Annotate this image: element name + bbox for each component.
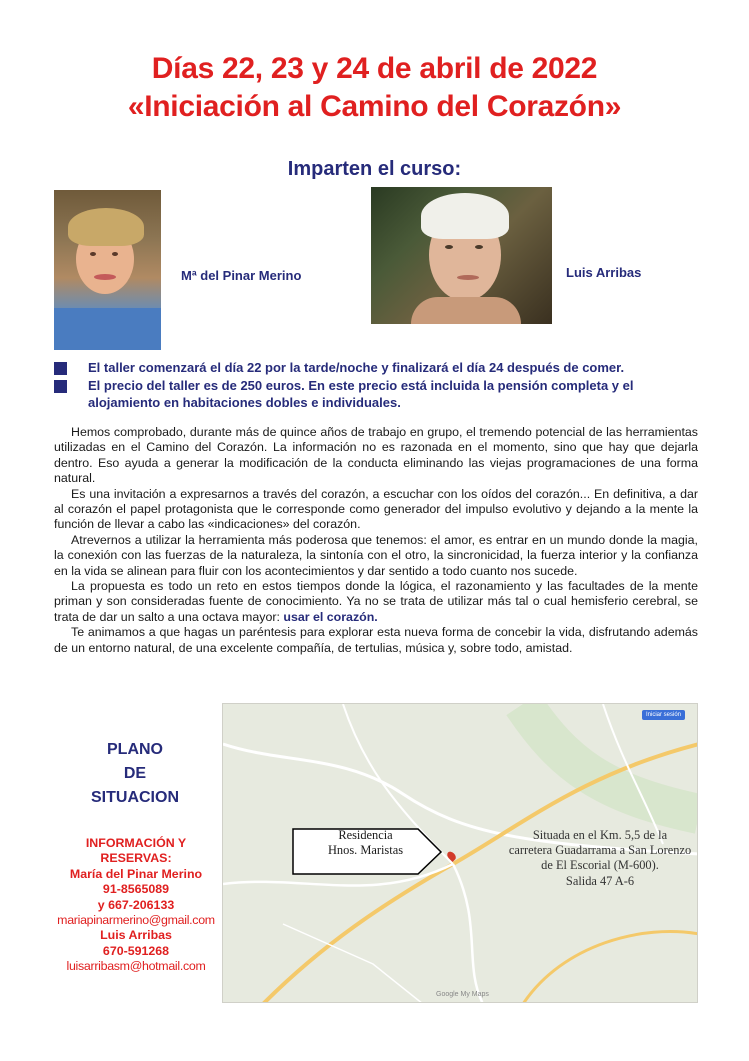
bullet-text-schedule: El taller comenzará el día 22 por la tarde/noche y finalizará el día 24 después de comer.: [88, 360, 625, 375]
contact-phone: 91-8565089: [102, 882, 170, 897]
key-info-list: [54, 359, 704, 412]
residence-label: [303, 828, 428, 858]
map-heading: [60, 738, 210, 810]
location-map[interactable]: [222, 703, 698, 1003]
contact-phone: 670-591268: [102, 943, 170, 958]
list-item: [54, 377, 704, 412]
paragraph: Atrevernos a utilizar la herramienta más poderosa que tenemos: el amor, es entrar en un mundo donde la magia, la conexión con las fuerzas de la naturaleza, la sintonía con el otro, la sincronicidad, la fuerza interior y la confianza en la vida se alinean para fluir con los acontecimientos y dar sentido a todo cuanto nos sucede.: [54, 532, 698, 578]
list-item: [54, 359, 704, 377]
location-line: de El Escorial (M-600).: [541, 858, 659, 873]
residence-label-line: Residencia: [338, 828, 393, 842]
highlight-text: usar el corazón.: [283, 609, 378, 624]
residence-label-line: Hnos. Maristas: [327, 843, 404, 857]
contact-email[interactable]: mariapinarmerino@gmail.com: [57, 913, 215, 928]
contact-heading: RESERVAS:: [100, 851, 172, 866]
map-login-button[interactable]: Iniciar sesión: [642, 710, 685, 720]
location-line: Situada en el Km. 5,5 de la: [532, 828, 668, 842]
bullet-square-icon: [54, 380, 67, 393]
paragraph: Te animamos a que hagas un paréntesis para explorar esta nueva forma de concebir la vida, disfrutando además de un entorno natural, de una excelente compañía, de tertulias, música y, sobre todo, amistad.: [54, 625, 698, 655]
contact-name: María del Pinar Merino: [69, 866, 203, 881]
instructor-photo-luis: [371, 187, 552, 324]
contact-email[interactable]: luisarribasm@hotmail.com: [66, 959, 206, 974]
instructor-name-pinar: Mª del Pinar Merino: [181, 268, 302, 283]
map-heading-line: SITUACION: [91, 789, 179, 806]
map-heading-line: PLANO: [107, 741, 163, 758]
course-description: [54, 425, 698, 656]
contact-phone: y 667-206133: [97, 897, 175, 912]
map-heading-line: DE: [123, 765, 147, 782]
paragraph: Es una invitación a expresarnos a través del corazón, a escuchar con los oídos del corazón... En definitiva, a dar al corazón el papel protagonista que le corresponde como generador del impulso evolutivo y dejando a la mente la función de llevar a cabo las «indicaciones» del corazón.: [54, 486, 698, 532]
instructors-heading: Imparten el curso:: [287, 158, 462, 180]
instructor-photo-pinar: [54, 190, 161, 350]
map-attribution: Google My Maps: [436, 991, 489, 998]
title-dates: Días 22, 23 y 24 de abril de 2022: [151, 52, 598, 85]
paragraph: Hemos comprobado, durante más de quince años de trabajo en grupo, el tremendo potencial de las herramientas utilizadas en el Camino del Corazón. La información no es razonada en el momento, sino que hay que dejarla dentro. Eso ayuda a generar la modificación de la conducta eliminando las viejas programaciones de una forma natural.: [54, 425, 698, 486]
bullet-square-icon: [54, 362, 67, 375]
contact-name: Luis Arribas: [100, 928, 172, 943]
paragraph: [54, 579, 698, 625]
bullet-text-price: El precio del taller es de 250 euros. En este precio está incluida la pensión completa y el alojamiento en habitaciones dobles e individuales.: [88, 377, 634, 410]
location-line: Salida 47 A-6: [565, 873, 635, 888]
contact-heading: INFORMACIÓN Y: [85, 836, 187, 850]
contact-info: [50, 836, 222, 975]
title-course: «Iniciación al Camino del Corazón»: [127, 90, 622, 123]
location-description: [505, 828, 695, 889]
location-line: carretera Guadarrama a San Lorenzo: [508, 843, 692, 858]
paragraph-text: La propuesta es todo un reto en estos tiempos donde la lógica, el razonamiento y las facultades de la mente priman y son consideradas fuente de conocimiento. Ya no se trata de utilizar más tal o cual hemisferio cerebral, se trata de dar un salto a una octava mayor:: [54, 579, 698, 624]
instructor-name-luis: Luis Arribas: [566, 265, 642, 280]
